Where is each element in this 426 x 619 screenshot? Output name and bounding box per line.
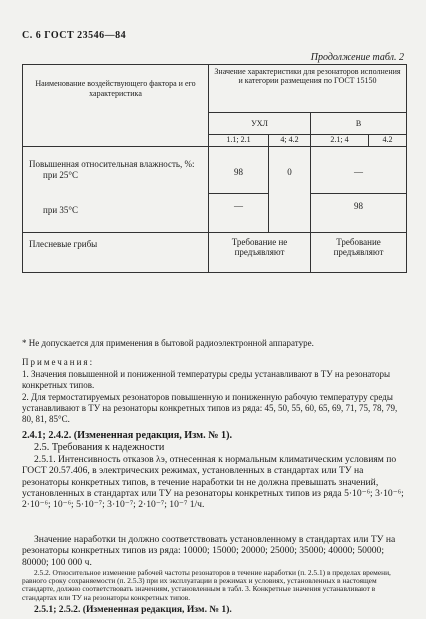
factor-humidity: Повышенная относительная влажность, %:	[29, 159, 195, 169]
section-heading: 2.5. Требования к надежности	[34, 442, 165, 453]
footnote: * Не допускается для применения в бытовой радиоэлектронной аппаратуре.	[22, 338, 314, 348]
climate-factors-table	[22, 64, 407, 273]
value-cell: 0	[269, 147, 311, 233]
value-cell: — 98	[311, 147, 407, 233]
factor-humidity-25: при 25°С	[43, 170, 78, 180]
subheader-cell: 1.1; 2.1	[209, 135, 269, 147]
page-header: С. 6 ГОСТ 23546—84	[22, 30, 127, 41]
value-cell: Требование не предъявляют	[209, 233, 311, 273]
factor-humidity-35: при 35°С	[43, 205, 78, 215]
group-header-uhl: УХЛ	[209, 113, 311, 135]
subheader-cell: 4; 4.2	[269, 135, 311, 147]
factor-humidity-cell	[23, 147, 209, 233]
value-cell: 98 —	[209, 147, 269, 233]
subheader-cell: 4.2	[369, 135, 407, 147]
note-2: 2. Для термостатируемых резонаторов повышенную и пониженную рабочую температуру среды устанавливают в ТУ на резонаторы конкретных типов из ряда: 45, 50, 55, 60, 65, 69, 71, 75, 78, 79, 80, 81, 85°С.	[22, 392, 398, 424]
amendment-note: 2.4.1; 2.4.2. (Измененная редакция, Изм. № 1).	[22, 430, 233, 441]
paragraph-2-5-1: 2.5.1. Интенсивность отказов λэ, отнесенная к нормальным климатическим условиям по ГОСТ 20.57.406, в электрических режимах, установленных в стандартах или ТУ на резонаторы конкретных типов, в течение наработки tн не должна превышать значений, установленных в стандартах или ТУ на резонаторы конкретных типов из ряда 5·10⁻⁶; 3·10⁻⁶; 2·10⁻⁶; 10⁻⁶; 5·10⁻⁷; 3·10⁻⁷; 2·10⁻⁷; 10⁻⁷ 1/ч.	[22, 454, 404, 511]
group-header-v: В	[311, 113, 407, 135]
subheader-cell: 2.1; 4	[311, 135, 369, 147]
note-1: 1. Значения повышенной и пониженной температуры среды устанавливают в ТУ на резонаторы конкретных типов.	[22, 369, 391, 390]
table-header-value: Значение характеристики для резонаторов исполнения и категории размещения по ГОСТ 15150	[209, 65, 407, 113]
paragraph-2-5-2: 2.5.2. Относительное изменение рабочей частоты резонаторов в течение наработки (п. 2.5.1) в пределах времени, равного сроку сохраняемости (п. 2.5.3) при их эксплуатации в режимах и условиях, установленных в настоящем стандарте, должно соответствовать значениям, установленным в табл. 3. Конкретные значения устанавливают в стандартах или ТУ на резонаторы конкретных типов.	[22, 568, 391, 602]
value-cell: Требование предъявляют	[311, 233, 407, 273]
table-continuation-label: Продолжение табл. 2	[310, 52, 404, 63]
paragraph-tn: Значение наработки tн должно соответствовать установленному в стандартах или ТУ на резонаторы конкретных типов из ряда: 10000; 15000; 20000; 25000; 35000; 40000; 50000; 80000; 100 000 ч.	[22, 534, 396, 568]
amendment-note: 2.5.1; 2.5.2. (Измененная редакция, Изм. № 1).	[34, 604, 232, 615]
factor-fungus-cell: Плесневые грибы	[23, 233, 209, 273]
notes-title: Примечания:	[22, 357, 95, 367]
table-header-factor: Наименование воздействующего фактора и его характеристика	[23, 65, 209, 147]
